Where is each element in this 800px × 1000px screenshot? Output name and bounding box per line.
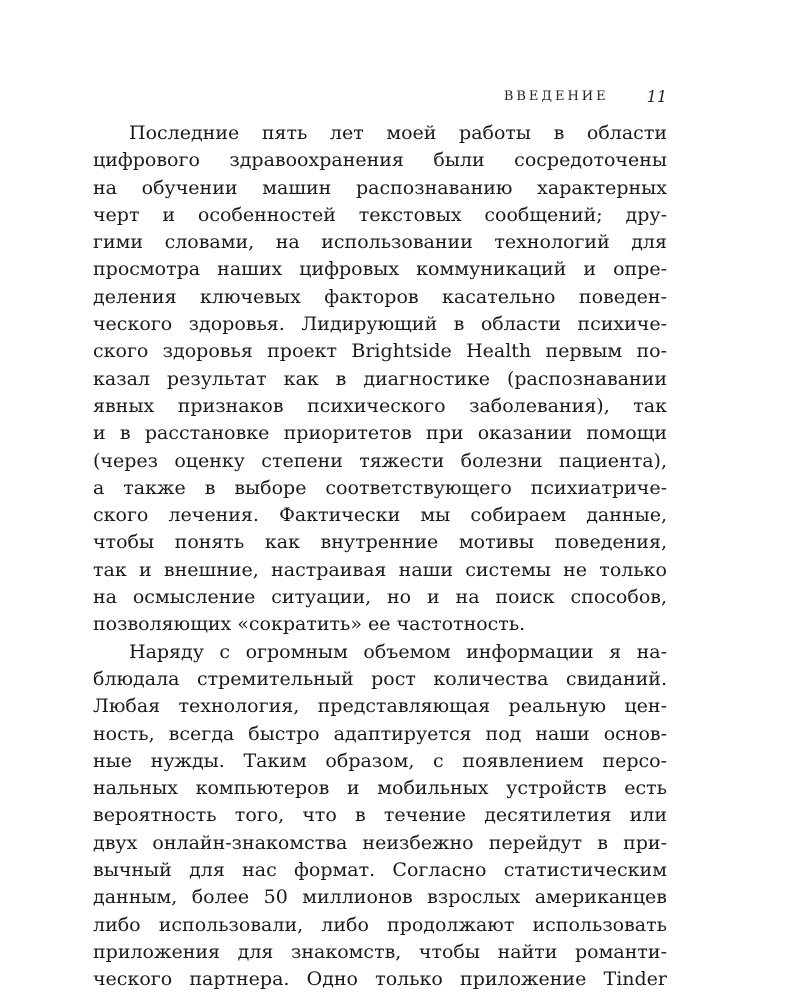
text-line: гими словами, на использовании технологий для (93, 231, 667, 254)
text-line: ность, всегда быстро адаптируется под наши основ- (93, 722, 667, 745)
text-line: так и внешние, настраивая наши системы не только (93, 558, 667, 581)
text-line: либо использовали, либо продолжают использовать (93, 913, 667, 936)
text-line: деления ключевых факторов касательно поведен- (93, 285, 667, 308)
text-line: (через оценку степени тяжести болезни пациента), (93, 449, 667, 472)
text-line: чтобы понять как внутренние мотивы поведения, (93, 531, 667, 554)
text-line: ческого партнера. Одно только приложение Tinder (93, 968, 667, 991)
text-line: данным, более 50 миллионов взрослых американцев (93, 886, 667, 909)
text-line: позволяющих «сократить» ее частотность. (93, 613, 526, 636)
text-line: ческого здоровья. Лидирующий в области психиче- (93, 313, 667, 336)
running-head (93, 84, 667, 108)
text-line: приложения для знакомств, чтобы найти романти- (93, 940, 667, 963)
text-line: двух онлайн-знакомства неизбежно перейдут в при- (93, 831, 667, 854)
text-line: ского лечения. Фактически мы собираем данные, (93, 504, 667, 527)
chapter-title: ВВЕДЕНИЕ (503, 88, 609, 104)
text-line: на осмысление ситуации, но и на поиск способов, (93, 586, 667, 609)
text-line: вероятность того, что в течение десятилетия или (93, 804, 667, 827)
text-line: ные нужды. Таким образом, с появлением персо- (93, 749, 667, 772)
text-line: на обучении машин распознаванию характерных (93, 176, 667, 199)
text-line: ского здоровья проект Brightside Health первым по- (93, 340, 667, 363)
text-line: Любая технология, представляющая реальную цен- (93, 695, 667, 718)
text-line: Наряду с огромным объемом информации я на- (129, 640, 667, 663)
text-line: просмотра наших цифровых коммуникаций и опре- (93, 258, 667, 281)
text-line: а также в выборе соответствующего психиатриче- (93, 476, 667, 499)
text-line: казал результат как в диагностике (распознавании (93, 367, 667, 390)
text-line: нальных компьютеров и мобильных устройств есть (93, 777, 667, 800)
text-line: Последние пять лет моей работы в области (129, 122, 667, 144)
text-line: и в расстановке приоритетов при оказании помощи (93, 422, 667, 445)
text-line: цифрового здравоохранения были сосредоточены (93, 149, 667, 172)
text-line: вычный для нас формат. Согласно статистическим (93, 859, 667, 882)
body-text (93, 120, 667, 994)
page-number: 11 (646, 86, 667, 106)
text-line: блюдала стремительный рост количества свиданий. (93, 667, 667, 690)
text-line: явных признаков психического заболевания), так (93, 394, 667, 417)
text-line: черт и особенностей текстовых сообщений; дру- (93, 203, 667, 226)
